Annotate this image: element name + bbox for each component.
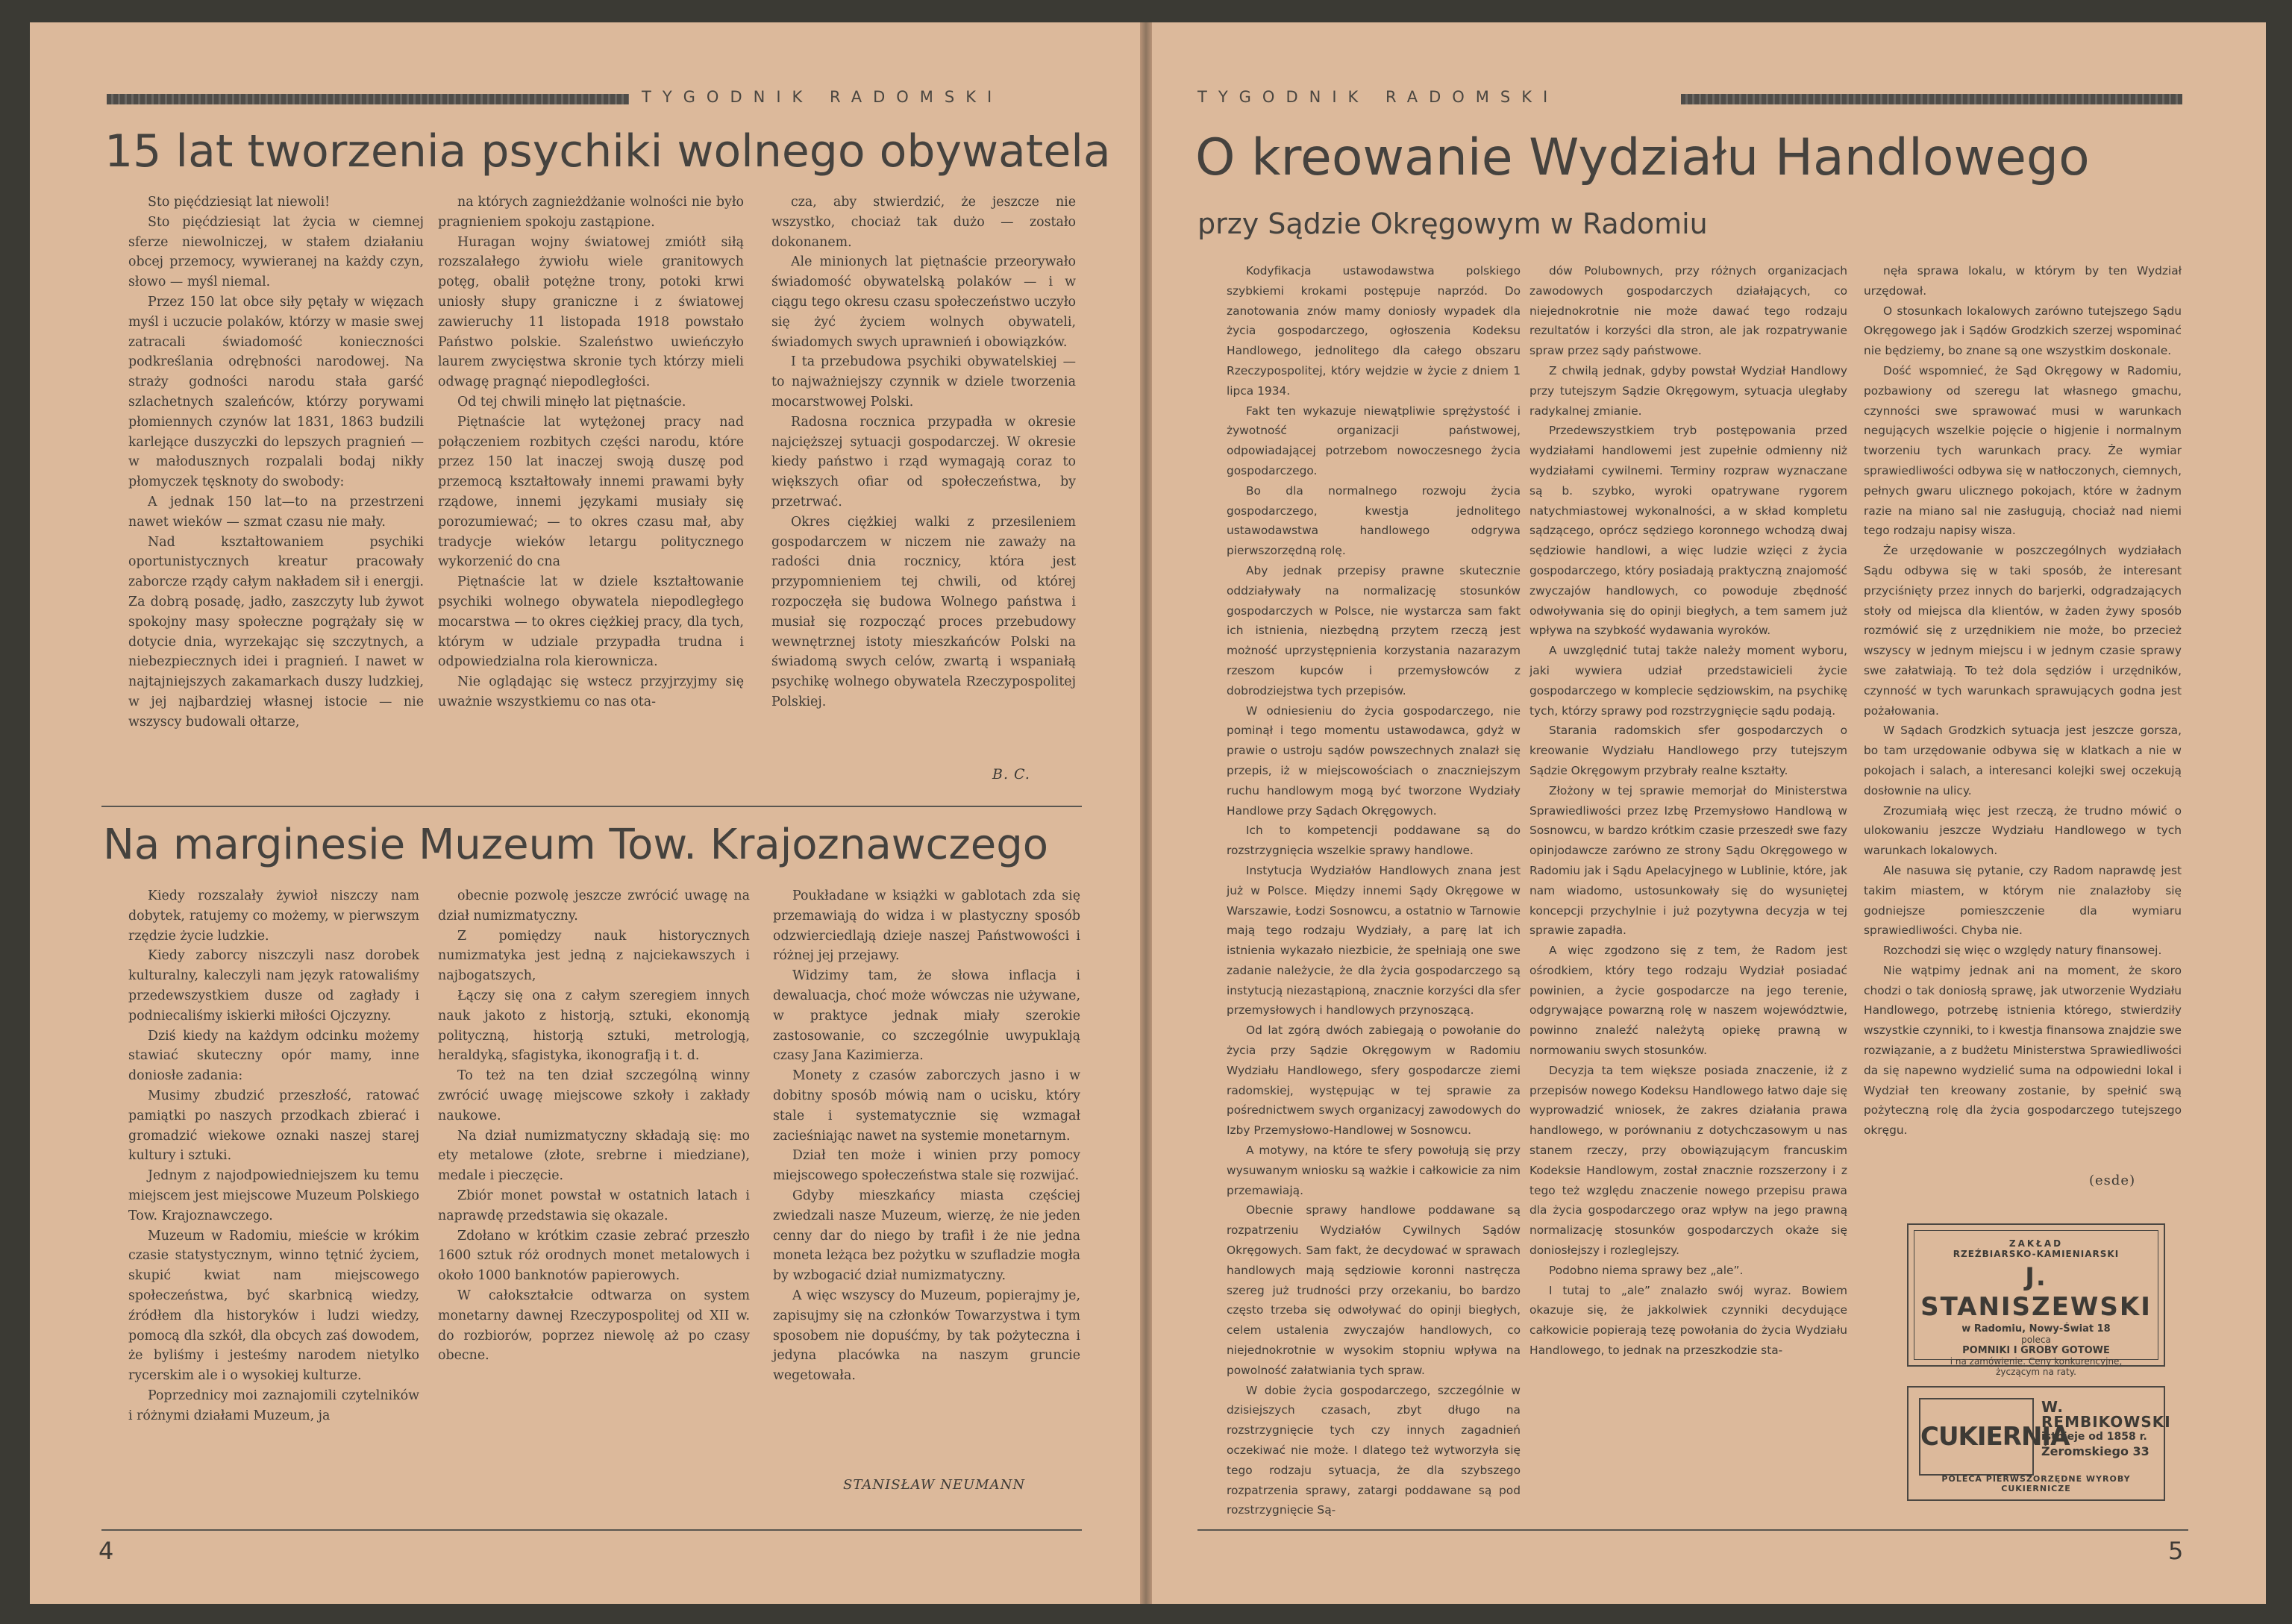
paragraph: A więc wszyscy do Muzeum, popierajmy je, zapisujmy się na członków Towarzystwa i tym sposobem nie dopuśćmy, by tak pożyteczna i jedyna placówka na naszym gruncie wegetowała. bbox=[773, 1288, 1080, 1384]
paragraph: A więc zgodzono się z tem, że Radom jest ośrodkiem, który tego rodzaju Wydział posiadać powinien, a życie gospodarcze na jego terenie, odgrywające powarzną rolę w naszem województwie, powinno znaleźć należytą opiekę prawną w normowaniu swych stosunków. bbox=[1529, 944, 1847, 1058]
paragraph: Muzeum w Radomiu, mieście w krókim czasie statystycznym, winno tętnić życiem, skupić kwiat nam miejscowego społeczeństwa, być skarbnicą wiedzy, źródłem dla historyków i ludzi wiedzy, pomocą dla szkół, dla obcych zaś dowodem, że byliśmy i jesteśmy narodem nietylko rycerskim ale i o wysokiej kulturze. bbox=[128, 1228, 419, 1384]
paragraph: Od lat zgórą dwóch zabiegają o powołanie do życia przy Sądzie Okręgowym w Radomiu Wydziału Handlowego, sfery gospodarcze ziemi radomskiej, występując w tej sprawie za pośrednictwem swych organizacyj zawodowych do Izby Przemysłowo-Handlowej w Sosnowcu. bbox=[1227, 1023, 1521, 1138]
running-head-right: TYGODNIK RADOMSKI bbox=[1197, 88, 1559, 106]
paragraph: Dziś kiedy na każdym odcinku możemy stawiać skuteczny opór mamy, inne doniosłe zadania: bbox=[128, 1028, 419, 1084]
paragraph: Fakt ten wykazuje niewątpliwie sprężystość i żywotność organizacji państwowej, odpowiadającej potrzebom nowoczesnego życia gospodarczego. bbox=[1227, 404, 1521, 477]
paragraph: I tutaj to „ale” znalazło swój wyraz. Bowiem okazuje się, że jakkolwiek czynniki decydujące całkowicie popierają tezę powołania do życia Wydziału Handlowego, to jednak na przeszkodzie sta- bbox=[1529, 1283, 1847, 1358]
paragraph: nęła sprawa lokalu, w którym by ten Wydział urzędował. bbox=[1864, 264, 2182, 298]
ad1-name: J. STANISZEWSKI bbox=[1920, 1262, 2152, 1322]
running-head-left: TYGODNIK RADOMSKI bbox=[642, 88, 1003, 106]
ad2-logo: CUKIERNIA bbox=[1919, 1398, 2034, 1476]
paragraph: Huragan wojny światowej zmiótł siłą rozszalałego żywiołu wiele granitowych potęg, obalił potężne trony, potoki krwi uniosły słupy graniczne i z światowej zawieruchy 11 listopada 1918 powstało Państwo polskie. Szaleństwo uwieńczyło laurem zwycięstwa skronie tych którzy mieli odwagę pragnąć niepodległości. bbox=[438, 234, 744, 390]
footer-rule-left bbox=[101, 1529, 1082, 1531]
paragraph: Nie wątpimy jednak ani na moment, że skoro chodzi o tak doniosłą sprawę, jak utworzenie Wydziału Handlowego, potrzebę istnienia którego, stwierdziły wszystkie czynniki, to i kwestja finansowa znajdzie swe rozwiązanie, a z budżetu Ministerstwa Sprawiedliwości da się napewno wydzielić suma na odpowiedni lokal i Wydział ten kreowany zostanie, by spełnić swą pożyteczną rolę dla życia gospodarczego tutejszego okręgu. bbox=[1864, 963, 2182, 1138]
paragraph: Zdołano w krótkim czasie zebrać przeszło 1600 sztuk róż orodnych monet metalowych i około 1000 banknotów papierowych. bbox=[438, 1228, 750, 1284]
article1-column-3 bbox=[771, 192, 1076, 712]
footer-rule-right bbox=[1197, 1529, 2188, 1531]
paragraph: Gdyby mieszkańcy miasta częściej zwiedzali nasze Muzeum, wierzę, że nie jeden cenny dar do niego by trafił i że nie jedna moneta leżąca bez pożytku w szufladzie mogła by wzbogacić dział numizmatyczny. bbox=[773, 1188, 1080, 1284]
paragraph: I ta przebudowa psychiki obywatelskiej — to najważniejszy czynnik w dziele tworzenia mocarstwowej Polski. bbox=[771, 354, 1076, 410]
paragraph: Ale minionych lat piętnaście przeorywało świadomość obywatelską polaków — i w ciągu tego okresu czasu społeczeństwo uczyło się żyć życiem wolnych obywateli, świadomych swych uprawnień i obowiązków. bbox=[771, 254, 1076, 350]
article3-subtitle: przy Sądzie Okręgowym w Radomiu bbox=[1197, 207, 1708, 240]
paragraph: To też na ten dział szczególną winny zwrócić uwagę miejscowe szkoły i zakłady naukowe. bbox=[438, 1068, 750, 1123]
paragraph: Z chwilą jednak, gdyby powstał Wydział Handlowy przy tutejszym Sądzie Okręgowym, sytuacja uległaby radykalnej zmianie. bbox=[1529, 363, 1847, 418]
paragraph: Zrozumiałą więc jest rzeczą, że trudno mówić o ulokowaniu jeszcze Wydziału Handlowego w tych warunkach lokalowych. bbox=[1864, 803, 2182, 858]
paragraph: Jednym z najodpowiedniejszem ku temu miejscem jest miejscowe Muzeum Polskiego Tow. Krajoznawczego. bbox=[128, 1168, 419, 1223]
paragraph: Że urzędowanie w poszczególnych wydziałach Sądu odbywa się w taki sposób, że interesant przyciśnięty przez innych do barjerki, odgradzających stoły od miejsca dla klientów, w żaden żywy sposób rozmówić się z urzędnikiem nie może, bo przecież wszyscy w jednym miejscu i w jednym czasie sprawy swe załatwiają. To też dola sędziów i urzędników, czynność w tych warunkach sprawujących godna jest pożałowania. bbox=[1864, 544, 2182, 718]
ad2-since: istnieje od 1858 r. bbox=[2041, 1431, 2147, 1443]
ad1-products: POMNIKI I GROBY GOTOWE bbox=[1962, 1345, 2110, 1356]
paragraph: Obecnie sprawy handlowe poddawane są rozpatrzeniu Wydziałów Cywilnych Sądów Okręgowych. Sam fakt, że decydować w sprawach handlowych mają sędziowie koronni nastręcza szereg już trudności przy orzekaniu, bo bardzo często trzeba się odwoływać do opinji biegłych, celem ustalenia zwyczajów handlowych, co niejednokrotnie w wysokim stopniu wpływa na powolność załatwiania tych spraw. bbox=[1227, 1203, 1521, 1377]
ad2-bottom: POLECA PIERWSZORZĘDNE WYROBY CUKIERNICZE bbox=[1941, 1474, 2131, 1493]
ad1-poleca: poleca bbox=[2021, 1335, 2051, 1345]
paragraph: W Sądach Grodzkich sytuacja jest jeszcze gorsza, bo tam urzędowanie odbywa się w klatkach a nie w pokojach i salach, a interesanci kolejki swej oczekują dosłownie na ulicy. bbox=[1864, 724, 2182, 797]
ad1-line1: ZAKŁAD bbox=[2008, 1238, 2064, 1249]
paragraph: Kodyfikacja ustawodawstwa polskiego szybkiemi krokami postępuje naprzód. Do zanotowania znów mamy doniosły wypadek dla życia gospodarczego, ogłoszenia Kodeksu Handlowego, jednolitego dla całego obszaru Rzeczypospolitej, który wejdzie w życie z dniem 1 lipca 1934. bbox=[1227, 264, 1521, 398]
ad2-name: W. REMBIKOWSKI bbox=[2041, 1398, 2171, 1431]
article3-column-1 bbox=[1227, 261, 1521, 1520]
paragraph: Widzimy tam, że słowa inflacja i dewaluacja, choć może wówczas nie używane, w praktyce jednak miały szerokie zastosowanie, co szczególnie uwypuklają czasy Jana Kazimierza. bbox=[773, 968, 1080, 1064]
paragraph: Poukładane w książki w gablotach zda się przemawiają do widza i w plastyczny sposób odzwierciedlają dzieje naszej Państwowości i różnej jej przejawy. bbox=[773, 888, 1080, 964]
paragraph: O stosunkach lokalowych zarówno tutejszego Sądu Okręgowego jak i Sądów Grodzkich szerzej wspominać nie będziemy, bo znane są one wszystkim doskonale. bbox=[1864, 304, 2182, 358]
paragraph: Rozchodzi się więc o względy natury finansowej. bbox=[1883, 944, 2162, 958]
paragraph: Zbiór monet powstał w ostatnich latach i naprawdę przedstawia się okazale. bbox=[438, 1188, 750, 1223]
paragraph: Na dział numizmatyczny składają się: mo ety metalowe (złote, srebrne i miedziane), medale i pieczęcie. bbox=[438, 1128, 750, 1184]
article2-title: Na marginesie Muzeum Tow. Krajoznawczego bbox=[103, 821, 1048, 869]
paragraph: Okres ciężkiej walki z przesileniem gospodarczem w niczem nie zaważy na radości dnia rocznicy, która jest przypomnieniem tej chwili, od której rozpoczęła się budowa Wolnego państwa i musiał się rozpocząć proces przebudowy wewnętrznej istoty mieszkańców Polski na świadomą swych celów, zwartą i wspaniałą psychikę wolnego obywatela Rzeczypospolitej Polskiej. bbox=[771, 514, 1076, 709]
ad1-note: i na zamówienie. Ceny konkurencyjne, życzącym na raty. bbox=[1950, 1356, 2123, 1377]
article1-signature: B. C. bbox=[992, 766, 1030, 783]
article2-column-3 bbox=[773, 886, 1080, 1386]
paragraph: Monety z czasów zaborczych jasno i w dobitny sposób mówią nam o ucisku, który stale i systematycznie się wzmagał zacieśniając nawet na systemie monetarnym. bbox=[773, 1068, 1080, 1144]
paragraph: Przez 150 lat obce siły pętały w więzach myśl i uczucie polaków, którzy w masie swej zatracali świadomość konieczności podkreślania odrębności narodowej. Na straży godności narodu stała garść szlachetnych szaleńców, którzy porywami płomiennych czynów lat 1831, 1863 budzili karlejące duszyczki do lepszych pragnień — w małodusznych rozpalali bodaj nikły płomyczek tęsknoty do swobody: bbox=[128, 294, 424, 490]
paragraph: W całokształcie odtwarza on system monetarny dawnej Rzeczypospolitej od XII w. do rozbiorów, poprzez niewolę aż po czasy obecne. bbox=[438, 1288, 750, 1364]
article1-column-1 bbox=[128, 192, 424, 733]
paragraph: Musimy zbudzić przeszłość, ratować pamiątki po naszych przodkach zbierać i gromadzić wiekowe oznaki naszej starej kultury i sztuki. bbox=[128, 1088, 419, 1164]
paragraph: na których zagnieżdżanie wolności nie było pragnieniem spokoju zastąpione. bbox=[438, 195, 744, 230]
article3-title: O kreowanie Wydziału Handlowego bbox=[1195, 128, 2090, 187]
paragraph: A motywy, na które te sfery powołują się przy wysuwanym wniosku są ważkie i całkowicie za nim przemawiają. bbox=[1227, 1144, 1521, 1197]
paragraph: A uwzględnić tutaj także należy moment wyboru, jaki wywiera udział przedstawicieli życie gospodarczego w komplecie sędziowskim, na psychikę tych, którzy sprawy pod rozstrzygnięcie sądu podają. bbox=[1529, 644, 1847, 718]
paragraph: W dobie życia gospodarczego, szczególnie w dzisiejszych czasach, zbyt długo na rozstrzygnięcie tych czy innych zagadnień oczekiwać nie może. I dlatego też wytworzyła się tego rodzaju sytuacja, że dla szybszego rozpatrzenia sprawy, zatargi poddawane są pod rozstrzygnięcie Są- bbox=[1227, 1383, 1521, 1517]
paragraph: Ale nasuwa się pytanie, czy Radom naprawdę jest takim miastem, w którym nie znalazłoby się godniejsze pomieszczenie dla wymiaru sprawiedliwości. Chyba nie. bbox=[1864, 863, 2182, 938]
paragraph: Łączy się ona z całym szeregiem innych nauk jakoto z historją, sztuki, ekonomją polityczną, historją sztuki, metrologją, heraldyką, sfagistyka, ikonografją i t. d. bbox=[438, 988, 750, 1064]
paragraph: Sto pięćdziesiąt lat niewoli! bbox=[148, 195, 331, 210]
paragraph: Nie oglądając się wstecz przyjrzyjmy się uważnie wszystkiemu co nas ota- bbox=[438, 674, 744, 709]
paragraph: Bo dla normalnego rozwoju życia gospodarczego, kwestja jednolitego ustawodawstwa handlowego odgrywa pierwszorzędną rolę. bbox=[1227, 483, 1521, 558]
article3-column-3 bbox=[1864, 261, 2182, 1141]
paragraph: Ich to kompetencji poddawane są do rozstrzygnięcia wszelkie sprawy handlowe. bbox=[1227, 824, 1521, 858]
paragraph: Od tej chwili minęło lat piętnaście. bbox=[457, 394, 686, 410]
paragraph: Przedewszystkiem tryb postępowania przed wydziałami handlowemi jest zupełnie odmienny niż wydziałami cywilnemi. Terminy rozpraw wyznaczane są b. szybko, wyroki opatrywane rygorem natychmiastowej wykonalności, a w skład kompletu sądzącego, oprócz sędziego koronnego wchodzą dwaj sędziowie handlowi, a więc ludzie wzięci z życia gospodarczego, który posiadają praktyczną znajomość zwyczajów handlowych, co powoduje zbędność odwoływania się do opinji biegłych, a tem samem już wpływa na szybkość wydawania wyroków. bbox=[1529, 424, 1847, 638]
article3-signature: (esde) bbox=[2089, 1173, 2136, 1188]
article2-column-1 bbox=[128, 886, 419, 1426]
page-number-left: 4 bbox=[98, 1537, 114, 1565]
paragraph: Instytucja Wydziałów Handlowych znana jest już w Polsce. Między innemi Sądy Okręgowe w Warszawie, Łodzi Sosnowcu, a ostatnio w Tarnowie mają tego rodzaju Wydziały, a parę lat ich istnienia wykazało niezbicie, że spełniają one swe zadanie należycie, że dla życia gospodarczego są instytucją niezastąpioną, znacznie korzyści dla sfer przemysłowych i handlowych przynoszącą. bbox=[1227, 863, 1521, 1018]
article2-column-2 bbox=[438, 886, 750, 1366]
paragraph: A jednak 150 lat—to na przestrzeni nawet wieków — szmat czasu nie mały. bbox=[128, 494, 424, 530]
page-number-right: 5 bbox=[2168, 1537, 2184, 1565]
paragraph: Złożony w tej sprawie memorjał do Ministerstwa Sprawiedliwości przez Izbę Przemysłowo Handlową w Sosnowcu, w bardzo krótkim czasie przeszedł swe fazy opinjodawcze zarówno ze strony Sądu Okręgowego w Radomiu jak i Sądu Apelacyjnego w Lublinie, które, jak nam wiadomo, ustosunkowały się do wysuniętej koncepcji przychylnie i już pozytywna decyzja w tej sprawie zapadła. bbox=[1529, 783, 1847, 938]
article3-column-2 bbox=[1529, 261, 1847, 1361]
paragraph: Poprzednicy moi zaznajomili czytelników i różnymi działami Muzeum, ja bbox=[128, 1388, 419, 1423]
article2-signature: STANISŁAW NEUMANN bbox=[843, 1477, 1026, 1493]
paragraph: dów Polubownych, przy różnych organizacjach zawodowych gospodarczych działających, co niejednokrotnie nie może dawać tego rodzaju rezultatów i korzyści dla stron, ale jak rozpatrywanie spraw przez sądy państwowe. bbox=[1529, 264, 1847, 358]
paragraph: W odniesieniu do życia gospodarczego, nie pominął i tego momentu ustawodawca, gdyż w prawie o ustroju sądów powszechnych znalazł się przepis, iż w miejscowościach o znaczniejszym ruchu handlowym mogą być tworzone Wydziały Handlowe przy Sądach Okręgowych. bbox=[1227, 703, 1521, 818]
paragraph: Sto pięćdziesiąt lat życia w ciemnej sferze niewolniczej, w stałem działaniu obcej przemocy, wywieranej na każdy czyn, słowo — myśl niemal. bbox=[128, 214, 424, 290]
paragraph: Piętnaście lat wytężonej pracy nad połączeniem rozbitych części narodu, które przez 150 lat inaczej swoją duszę pod przemocą kształtowały innemi prawami były rządowe, innemi językami musiały się porozumiewać; — to okres czasu mał, aby tradycje wieków letargu politycznego wykorzenić do cna bbox=[438, 414, 744, 570]
divider-rule bbox=[101, 806, 1082, 807]
article1-column-2 bbox=[438, 192, 744, 712]
paragraph: Dział ten może i winien przy pomocy miejscowego społeczeństwa stale się rozwijać. bbox=[773, 1148, 1080, 1184]
ad2-address: Żeromskiego 33 bbox=[2041, 1444, 2149, 1458]
paragraph: Kiedy zaborcy niszczyli nasz dorobek kulturalny, kaleczyli nam język ratowaliśmy przedewszystkiem dusze od zagłady i podniecaliśmy iskierki miłości Ojczyzny. bbox=[128, 948, 419, 1023]
paragraph: Podobno niema sprawy bez „ale”. bbox=[1549, 1263, 1744, 1277]
paragraph: Piętnaście lat w dziele kształtowanie psychiki wolnego obywatela niepodległego mocarstwa — to okres ciężkiej pracy, dla tych, którym w udziale przypadła trudna i odpowiedzialna rola kierownicza. bbox=[438, 574, 744, 670]
paragraph: Nad kształtowaniem psychiki oportunistycznych kreatur pracowały zaborcze rządy całym nakładem sił i energji. Za dobrą posadę, jadło, zaszczyty lub żywot spokojny masy społeczne pogrążały się w dotycie dnia, wyrzekając się szczytnych, a niebezpiecznych idei i pragnień. I nawet w najtajniejszych zakamarkach duszy ludzkiej, w jej najbardziej własnej istocie — nie wszyscy budowali ołtarze, bbox=[128, 534, 424, 730]
paragraph: Radosna rocznica przypadła w okresie najcięższej sytuacji gospodarczej. W okresie kiedy państwo i rząd wymagają coraz to większych ofiar od społeczeństwa, by przetrwać. bbox=[771, 414, 1076, 510]
paragraph: Starania radomskich sfer gospodarczych o kreowanie Wydziału Handlowego przy tutejszym Sądzie Okręgowym przybrały realne kształty. bbox=[1529, 724, 1847, 777]
paragraph: Kiedy rozszalały żywioł niszczy nam dobytek, ratujemy co możemy, w pierwszym rzędzie życie ludzkie. bbox=[128, 888, 419, 944]
paragraph: Aby jednak przepisy prawne skutecznie oddziaływały na normalizację stosunków gospodarczych w Polsce, nie wystarcza sam fakt ich istnienia, niezbędną przytem rzeczą jest możność uprzystępnienia korzystania nazarazym rzeszom kupców i przemysłowców z dobrodziejstwa tych przepisów. bbox=[1227, 563, 1521, 697]
paragraph: Dość wspomnieć, że Sąd Okręgowy w Radomiu, pozbawiony od szeregu lat własnego gmachu, czynności swe sprawować musi w warunkach negujących wszelkie pojęcie o higjenie i normalnym tworzeniu tych warunkach pracy. Że wymiar sprawiedliwości odbywa się w natłoczonych, ciemnych, pełnych gwaru ulicznego pokojach, które w żadnym razie na miano sal nie zasługują, chociaż nad niemi tego rodzaju napisy wisza. bbox=[1864, 363, 2182, 538]
paragraph: obecnie pozwolę jeszcze zwrócić uwagę na dział numizmatyczny. bbox=[438, 888, 750, 924]
paragraph: cza, aby stwierdzić, że jeszcze nie wszystko, chociaż tak dużo — zostało dokonanem. bbox=[771, 195, 1076, 250]
ad1-address: w Radomiu, Nowy-Świat 18 bbox=[1961, 1323, 2111, 1335]
paragraph: Decyzja ta tem większe posiada znaczenie, iż z przepisów nowego Kodeksu Handlowego łatwo daje się wyprowadzić wniosek, że zakres działania prawa handlowego, w porównaniu z dotychczasowym u nas stanem rzeczy, przy obowiązującym francuskim Kodeksie Handlowym, został znacznie rozszerzony i z tego też względu znaczenie nowego przepisu prawa dla życia gospodarczego oraz wpływ na jego prawną normalizację stosunków gospodarczych okaże się doniosłejszy i rozleglejszy. bbox=[1529, 1063, 1847, 1258]
article1-title: 15 lat tworzenia psychiki wolnego obywatela bbox=[104, 125, 1111, 178]
gutter bbox=[1140, 22, 1152, 1604]
ad-staniszewski bbox=[1907, 1223, 2165, 1377]
paragraph: Z pomiędzy nauk historycznych numizmatyka jest jedną z najciekawszych i najbogatszych, bbox=[438, 928, 750, 984]
header-band-left bbox=[107, 94, 629, 104]
ad1-line2: RZEŹBIARSKO-KAMIENIARSKI bbox=[1953, 1249, 2120, 1259]
ad-rembikowski bbox=[1907, 1386, 2171, 1501]
header-band-right bbox=[1681, 94, 2182, 104]
